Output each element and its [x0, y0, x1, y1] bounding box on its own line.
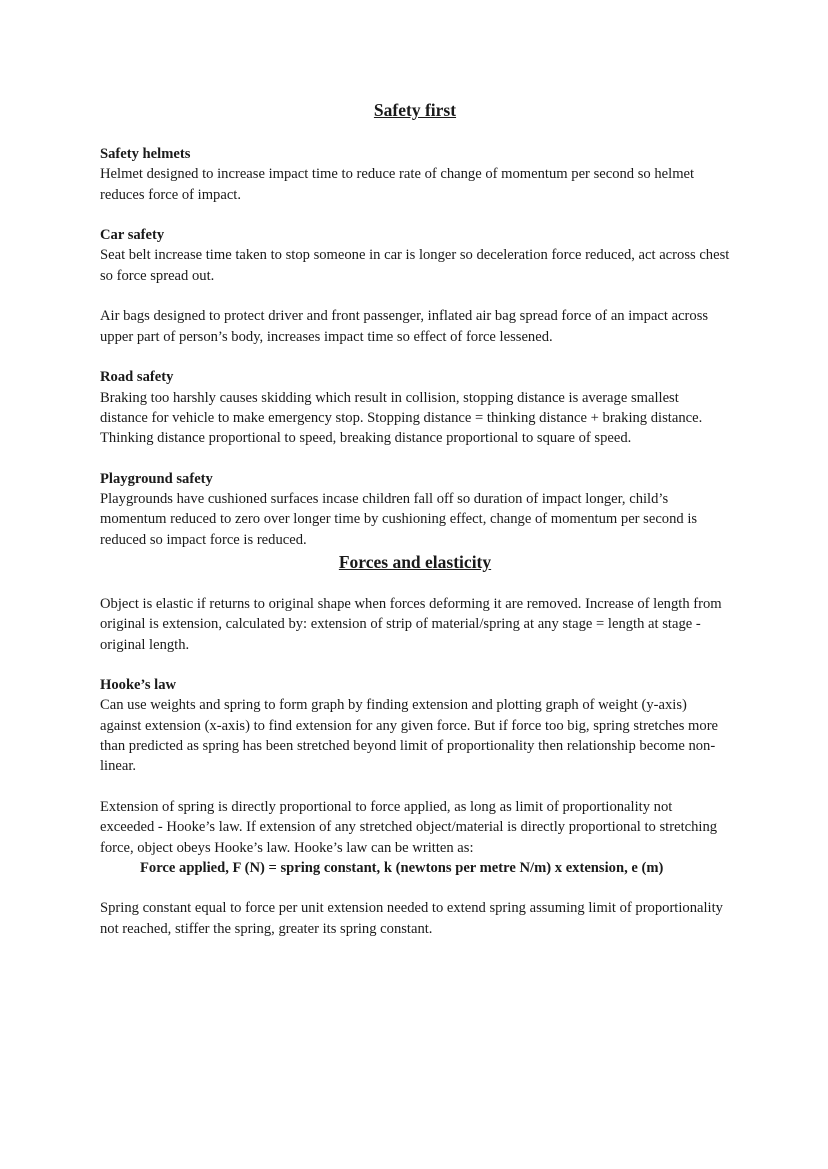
paragraph-hookes-law-statement: Extension of spring is directly proportional to force applied, as long as limit of proportionality not exceeded - Hooke’s law. If extension of any stretched object/material is directly proportional to stretching force, object obeys Hooke’s law. Hooke’s law can be written as: — [100, 798, 718, 856]
page-title-safety-first: Safety first — [373, 100, 457, 120]
heading-car-safety: Car safety — [100, 227, 165, 244]
paragraph-playground-safety: Playgrounds have cushioned surfaces incase children fall off so duration of impact longer, child’s momentum reduced to zero over longer time by cushioning effect, change of momentum per second is reduced so impact force is reduced. — [100, 491, 698, 548]
paragraph-road-safety: Braking too harshly causes skidding which result in collision, stopping distance is average smallest distance for vehicle to make emergency stop. Stopping distance = thinking distance + braking distance. Thinking distance proportional to speed, breaking distance proportional to square of speed. — [100, 389, 703, 447]
paragraph-hookes-law-graph: Can use weights and spring to form graph by finding extension and plotting graph of weight (y-axis) against extension (x-axis) to find extension for any given force. But if force too big, spring stretches more than predicted as spring has been stretched beyond limit of proportionality then relationship become non-linear. — [100, 697, 719, 775]
document-page — [100, 98, 730, 939]
spacer — [100, 347, 730, 367]
paragraph-air-bags: Air bags designed to protect driver and front passenger, inflated air bag spread force of an impact across upper part of person’s body, increases impact time so effect of force lessened. — [100, 308, 709, 345]
heading-safety-helmets: Safety helmets — [100, 146, 191, 162]
heading-playground-safety: Playground safety — [100, 470, 213, 487]
spacer — [100, 286, 730, 306]
spacer — [100, 205, 730, 225]
paragraph-elasticity: Object is elastic if returns to original shape when forces deforming it are removed. Increase of length from original is extension, calculated by: extension of strip of material/spring at any stage = length at stage - original length. — [100, 595, 722, 653]
heading-road-safety: Road safety — [100, 369, 174, 386]
page-title-forces-elasticity: Forces and elasticity — [338, 551, 492, 572]
spacer — [100, 777, 730, 797]
heading-hookes-law: Hooke’s law — [100, 677, 177, 694]
paragraph-spring-constant: Spring constant equal to force per unit extension needed to extend spring assuming limit of proportionality not reached, stiffer the spring, greater its spring constant. — [100, 900, 723, 937]
spacer — [100, 878, 730, 898]
spacer — [100, 448, 730, 468]
paragraph-seat-belts: Seat belt increase time taken to stop someone in car is longer so deceleration force reduced, act across chest so force spread out. — [100, 247, 730, 284]
formula-hookes-law: Force applied, F (N) = spring constant, k (newtons per metre N/m) x extension, e (m) — [140, 859, 664, 876]
paragraph-safety-helmets: Helmet designed to increase impact time to reduce rate of change of momentum per second so helmet reduces force of impact. — [100, 166, 695, 203]
spacer — [100, 655, 730, 675]
